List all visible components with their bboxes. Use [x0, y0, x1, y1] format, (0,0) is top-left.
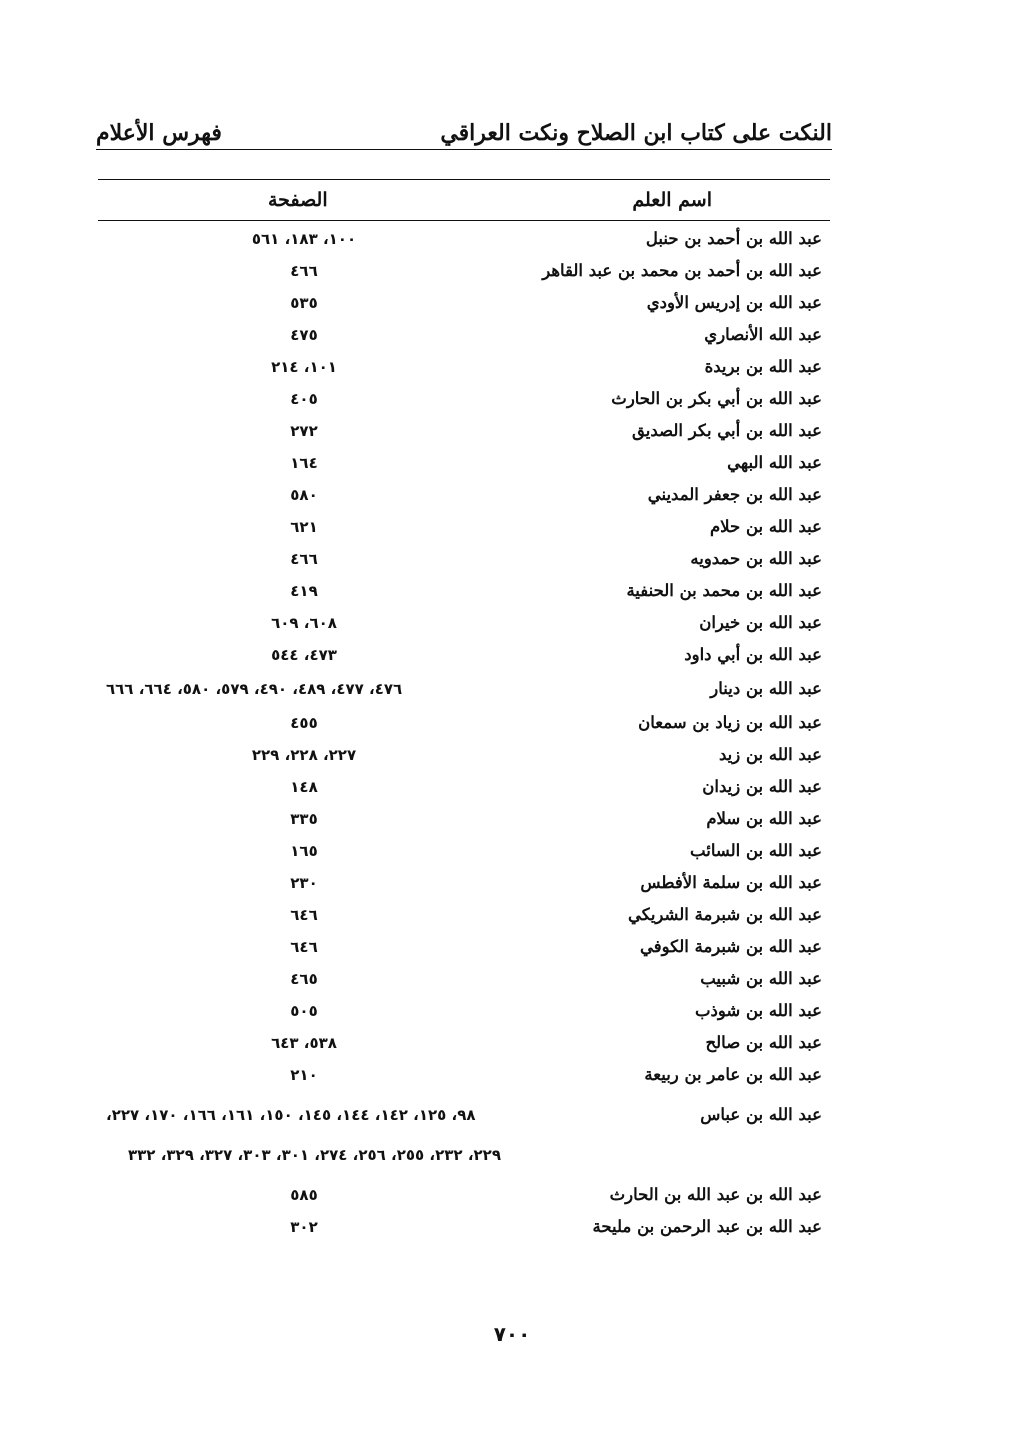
person-name: عبد الله بن حمدويه [690, 549, 822, 568]
person-name: عبد الله بن شوذب [694, 1001, 822, 1020]
person-name: عبد الله بن عبد الله بن الحارث [609, 1185, 822, 1204]
table-row [98, 547, 830, 577]
person-name: عبد الله بن شبيب [700, 969, 822, 988]
table-row [98, 579, 830, 609]
person-name: عبد الله بن أبي بكر بن الحارث [611, 389, 822, 408]
table-row [98, 387, 830, 417]
table-row [98, 967, 830, 997]
page-column-header: الصفحة [268, 189, 328, 211]
table-row [98, 903, 830, 933]
person-name: عبد الله بن سلام [706, 809, 822, 828]
person-name: عبد الله البهي [727, 453, 822, 472]
table-row [98, 419, 830, 449]
page-refs: ٤٦٦ [290, 262, 318, 280]
page-number: ٧٠٠ [493, 1322, 531, 1346]
table-row [98, 839, 830, 869]
page-refs: ٦٤٦ [290, 938, 318, 956]
page-refs: ١٤٨ [290, 778, 318, 796]
page-refs-line-2: ٢٢٩، ٢٣٢، ٢٥٥، ٢٥٦، ٢٧٤، ٣٠١، ٣٠٣، ٣٢٧، ٣٢٩، ٣٣٢ [128, 1146, 501, 1164]
person-name: عبد الله بن أحمد بن محمد بن عبد القاهر [542, 261, 822, 280]
table-row [98, 291, 830, 321]
person-name: عبد الله الأنصاري [704, 325, 822, 344]
running-header [96, 104, 832, 144]
table-row [98, 515, 830, 545]
person-name: عبد الله بن أبي داود [684, 645, 822, 664]
person-name: عبد الله بن عباس [700, 1105, 822, 1124]
index-table [98, 179, 830, 1236]
person-name: عبد الله بن زيدان [702, 777, 822, 796]
page-refs: ٤٦٦ [290, 550, 318, 568]
table-row [98, 775, 830, 805]
table-row [98, 1103, 830, 1173]
name-column-header: اسم العلم [632, 189, 712, 211]
table-row [98, 807, 830, 837]
table-row [98, 1063, 830, 1093]
person-name: عبد الله بن شبرمة الشريكي [627, 905, 822, 924]
page-refs: ٣٠٢ [290, 1218, 318, 1236]
page-refs: ١٦٤ [290, 454, 318, 472]
page-refs: ٤٠٥ [290, 390, 318, 408]
page-refs: ٢٢٧، ٢٢٨، ٢٢٩ [251, 746, 357, 764]
person-name: عبد الله بن زياد بن سمعان [638, 713, 822, 732]
person-name: عبد الله بن عامر بن ربيعة [644, 1065, 822, 1084]
page-refs: ٥٨٠ [290, 486, 318, 504]
table-row [98, 1183, 830, 1213]
page-refs: ٤١٩ [290, 582, 318, 600]
table-row [98, 227, 830, 257]
page-refs: ٢٧٢ [290, 422, 318, 440]
table-row [98, 323, 830, 353]
page-refs: ٥٠٥ [290, 1002, 318, 1020]
page-refs: ٤٥٥ [290, 714, 318, 732]
table-row [98, 451, 830, 481]
person-name: عبد الله بن سلمة الأفطس [640, 873, 822, 892]
page-refs-line-1: ٩٨، ١٢٥، ١٤٢، ١٤٤، ١٤٥، ١٥٠، ١٦١، ١٦٦، ١٧٠، ٢٢٧، [106, 1106, 476, 1124]
table-row [98, 483, 830, 513]
page-refs: ٢٣٠ [290, 874, 318, 892]
person-name: عبد الله بن أبي بكر الصديق [632, 421, 822, 440]
page-refs: ٦٠٨، ٦٠٩ [271, 614, 337, 632]
page-refs: ٤٧٣، ٥٤٤ [271, 646, 337, 664]
person-name: عبد الله بن جعفر المديني [647, 485, 822, 504]
page-refs: ١٦٥ [290, 842, 318, 860]
table-row [98, 935, 830, 965]
table-row [98, 355, 830, 385]
person-name: عبد الله بن إدريس الأودي [646, 293, 822, 312]
table-row [98, 871, 830, 901]
page-refs: ٥٨٥ [290, 1186, 318, 1204]
table-row [98, 259, 830, 289]
table-row [98, 1215, 830, 1245]
person-name: عبد الله بن خيران [699, 613, 822, 632]
section-title: فهرس الأعلام [96, 120, 222, 146]
person-name: عبد الله بن السائب [690, 841, 822, 860]
page-refs [106, 1106, 526, 1164]
table-row [98, 711, 830, 741]
page-refs: ٢١٠ [290, 1066, 318, 1084]
person-name: عبد الله بن زيد [718, 745, 822, 764]
page-refs: ٤٦٥ [290, 970, 318, 988]
table-header [98, 180, 830, 221]
page-refs: ٣٣٥ [290, 810, 318, 828]
page-refs: ٦٤٦ [290, 906, 318, 924]
page-refs: ٤٧٦، ٤٧٧، ٤٨٩، ٤٩٠، ٥٧٩، ٥٨٠، ٦٦٤، ٦٦٦ [106, 680, 403, 698]
page-refs: ٤٧٥ [290, 326, 318, 344]
header-rule [96, 149, 832, 150]
book-title: النكت على كتاب ابن الصلاح ونكت العراقي [440, 120, 832, 146]
table-row [98, 1031, 830, 1061]
person-name: عبد الله بن دينار [710, 679, 822, 698]
table-row [98, 677, 830, 707]
table-row [98, 643, 830, 673]
person-name: عبد الله بن محمد بن الحنفية [626, 581, 822, 600]
page-refs: ١٠٠، ١٨٣، ٥٦١ [251, 230, 357, 248]
person-name: عبد الله بن بريدة [704, 357, 822, 376]
person-name: عبد الله بن عبد الرحمن بن مليحة [592, 1217, 822, 1236]
person-name: عبد الله بن أحمد بن حنبل [645, 229, 822, 248]
person-name: عبد الله بن حلام [709, 517, 822, 536]
person-name: عبد الله بن صالح [705, 1033, 822, 1052]
table-row [98, 999, 830, 1029]
table-row [98, 611, 830, 641]
page-refs: ٦٢١ [290, 518, 318, 536]
page-refs: ٥٣٨، ٦٤٣ [271, 1034, 337, 1052]
page-refs: ١٠١، ٢١٤ [271, 358, 337, 376]
page-refs: ٥٣٥ [290, 294, 318, 312]
table-row [98, 743, 830, 773]
person-name: عبد الله بن شبرمة الكوفي [639, 937, 822, 956]
